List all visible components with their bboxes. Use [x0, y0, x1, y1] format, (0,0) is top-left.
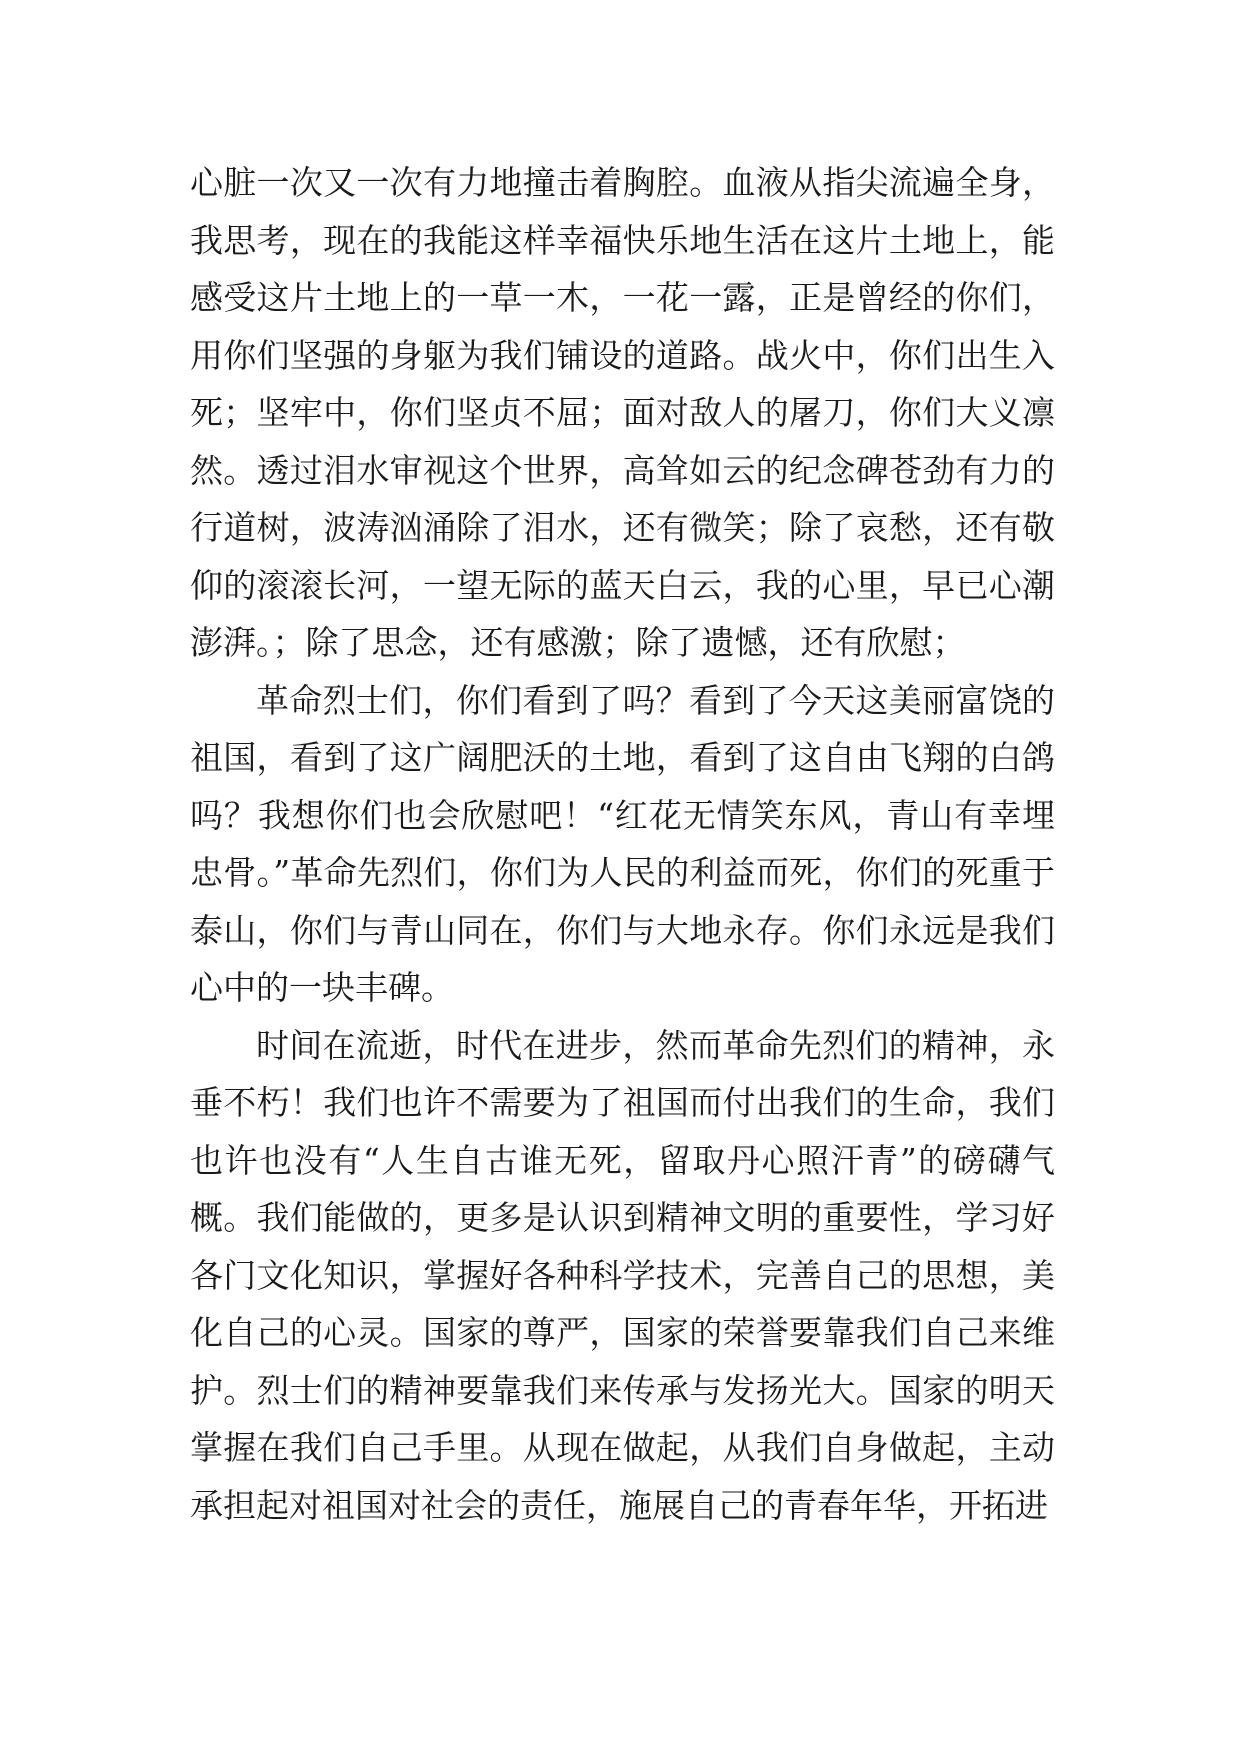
paragraph-2: 革命烈士们，你们看到了吗？看到了今天这美丽富饶的祖国，看到了这广阔肥沃的土地，看到了这自由飞翔的白鸽吗？我想你们也会欣慰吧！“红花无情笑东风，青山有幸埋忠骨。”革命先烈们，你们为人民的利益而死，你们的死重于泰山，你们与青山同在，你们与大地永存。你们永远是我们心中的一块丰碑。: [190, 680, 1055, 1007]
paragraph-1: 心脏一次又一次有力地撞击着胸腔。血液从指尖流遍全身，我思考，现在的我能这样幸福快乐地生活在这片土地上，能感受这片土地上的一草一木，一花一露，正是曾经的你们，用你们坚强的身躯为我们铺设的道路。战火中，你们出生入死；坚牢中，你们坚贞不屈；面对敌人的屠刀，你们大义凛然。透过泪水审视这个世界，高耸如云的纪念碑苍劲有力的行道树，波涛汹涌除了泪水，还有微笑；除了哀愁，还有敬仰的滚滚长河，一望无际的蓝天白云，我的心里，早已心潮澎湃。；除了思念，还有感激；除了遗憾，还有欣慰；: [190, 163, 1055, 662]
paragraph-3: 时间在流逝，时代在进步，然而革命先烈们的精神，永垂不朽！我们也许不需要为了祖国而付出我们的生命，我们也许也没有“人生自古谁无死，留取丹心照汗青”的磅礴气概。我们能做的，更多是认识到精神文明的重要性，学习好各门文化知识，掌握好各种科学技术，完善自己的思想，美化自己的心灵。国家的尊严，国家的荣誉要靠我们自己来维护。烈士们的精神要靠我们来传承与发扬光大。国家的明天掌握在我们自己手里。从现在做起，从我们自身做起，主动承担起对祖国对社会的责任，施展自己的青春年华，开拓进: [190, 1025, 1055, 1525]
document-body: [190, 154, 1055, 1534]
